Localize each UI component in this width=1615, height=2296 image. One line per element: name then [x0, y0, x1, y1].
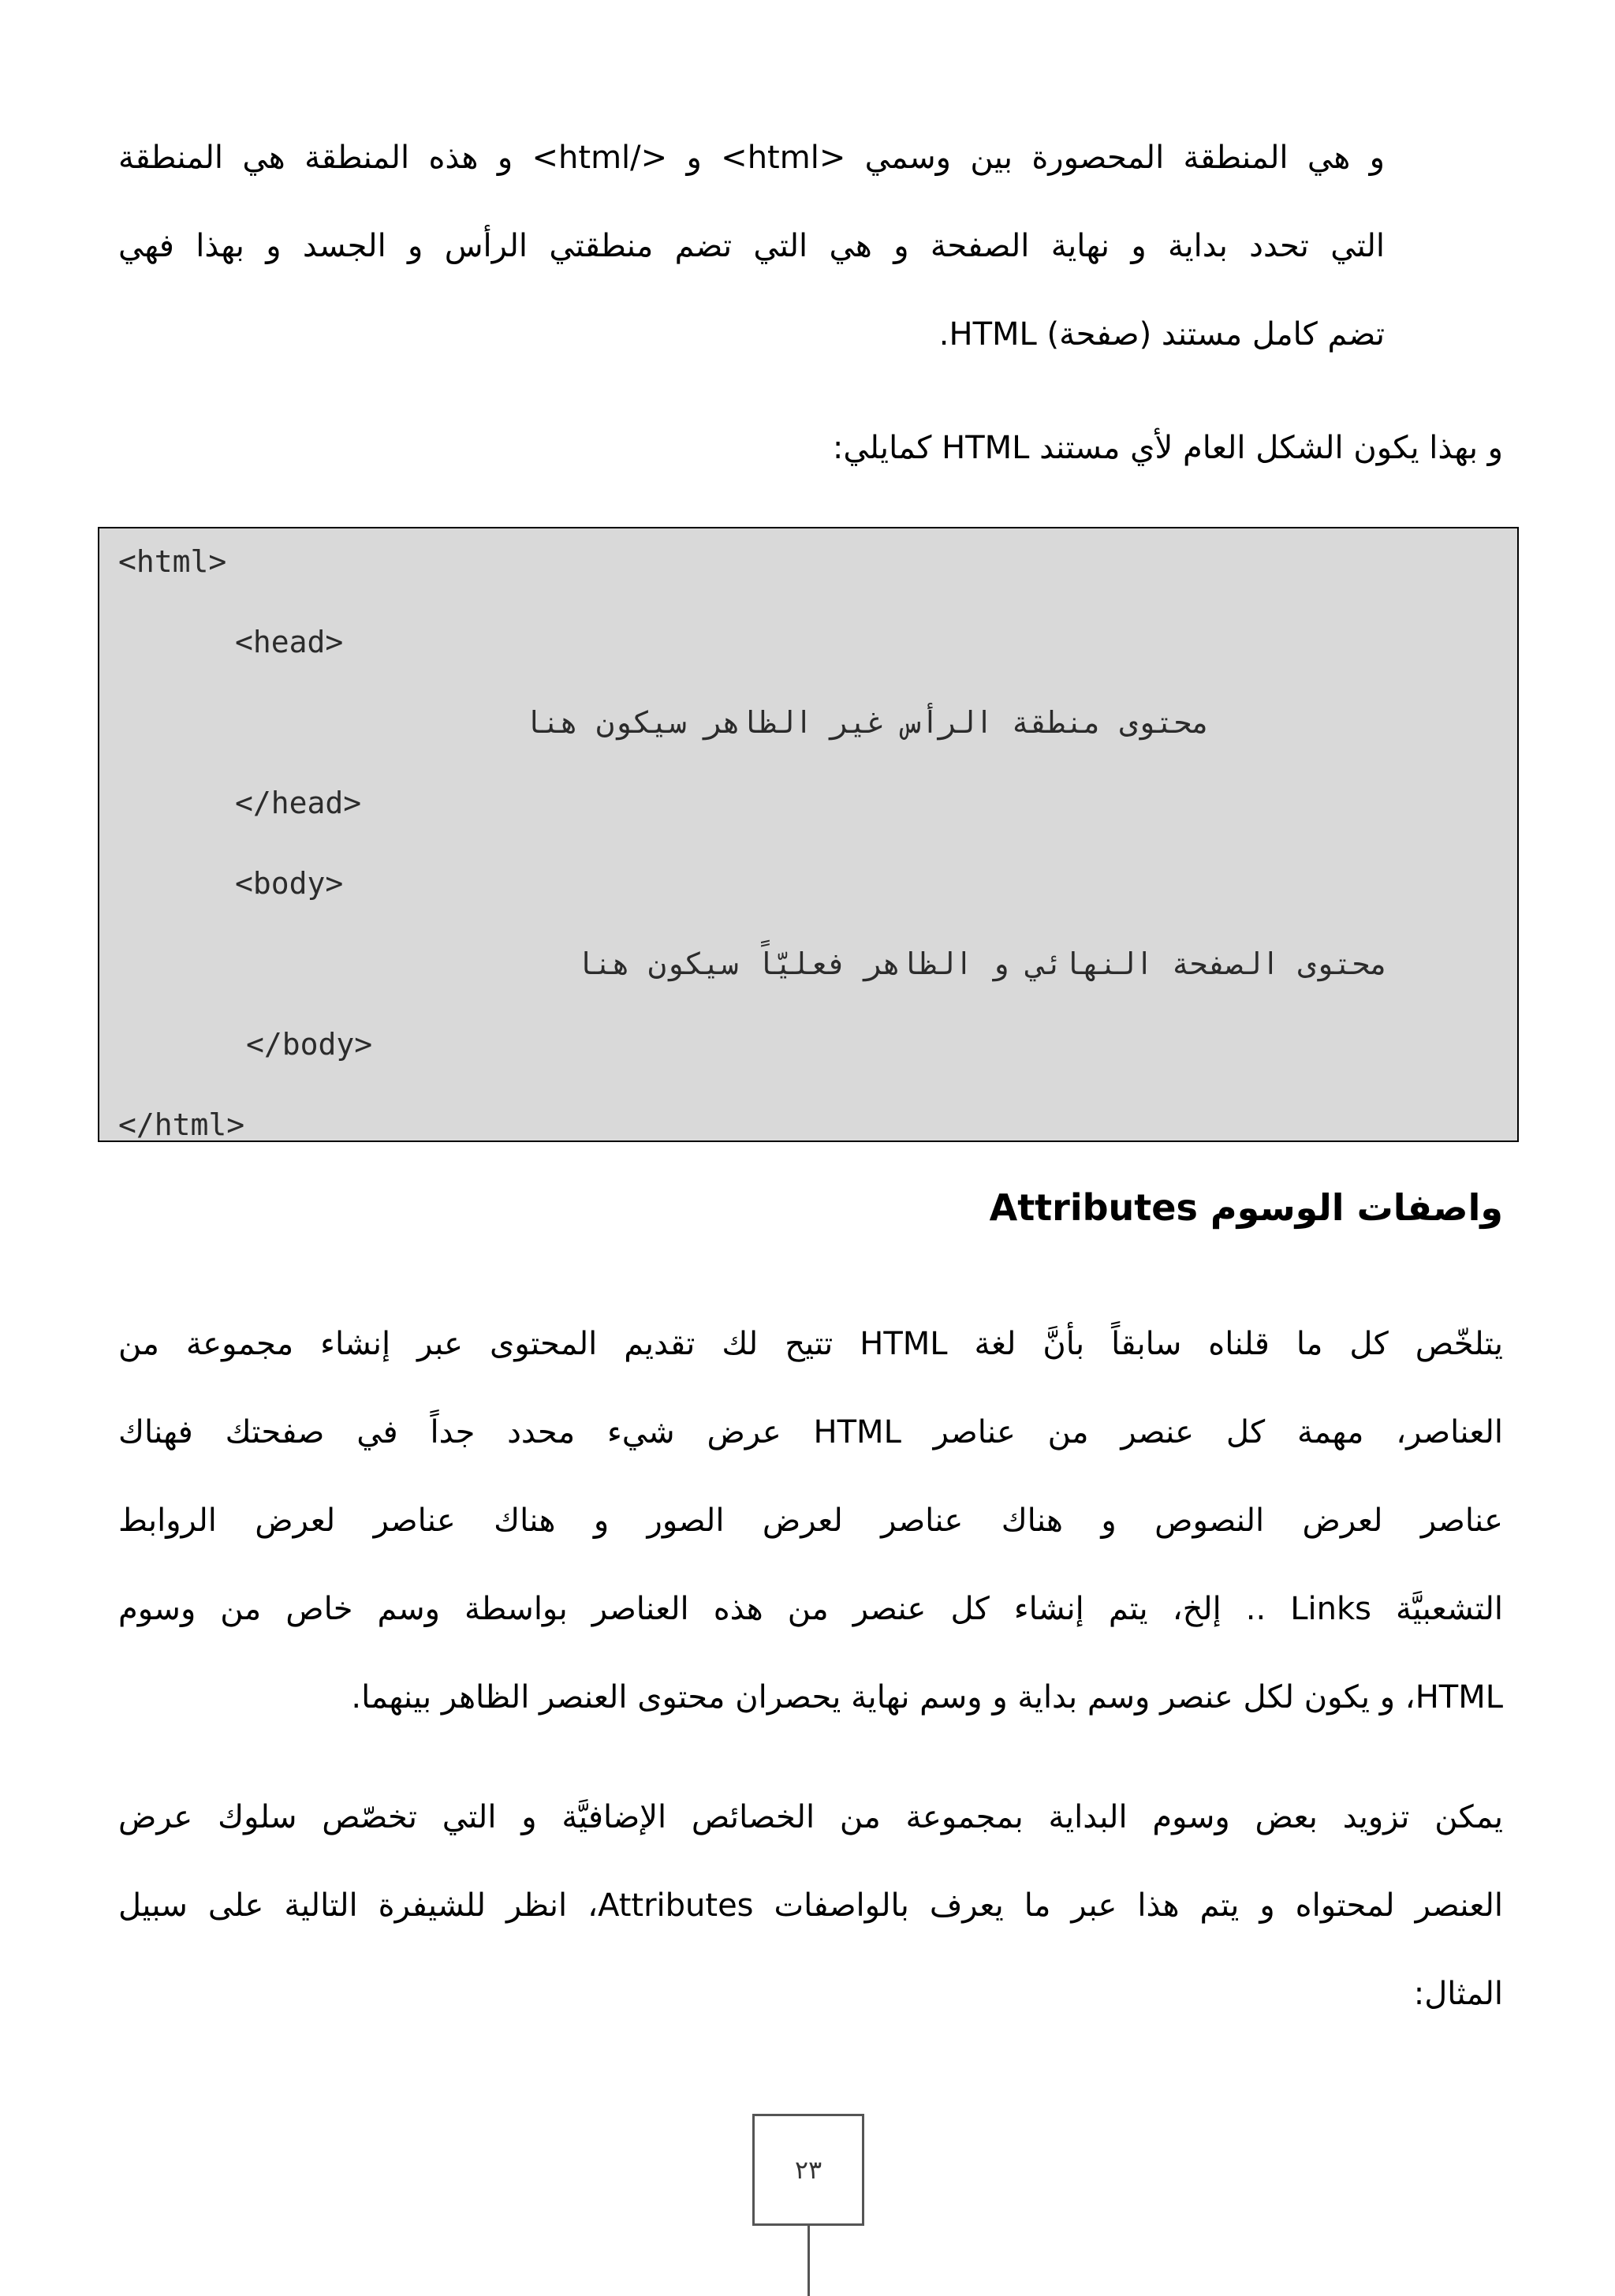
page-number-rule	[808, 2226, 810, 2296]
paragraph-line: عناصر لعرض النصوص و هناك عناصر لعرض الصور و هناك عناصر لعرض الروابط	[118, 1503, 1503, 1539]
paragraph-line: و هي المنطقة المحصورة بين وسمي <html> و </html> و هذه المنطقة هي المنطقة	[118, 140, 1385, 176]
code-line: </html>	[118, 1107, 245, 1142]
paragraph-line: يتلخّص كل ما قلناه سابقاً بأنَّ لغة HTML تتيح لك تقديم المحتوى عبر إنشاء مجموعة من	[118, 1326, 1503, 1362]
code-block	[98, 527, 1519, 1142]
paragraph-line: التي تحدد بداية و نهاية الصفحة و هي التي تضم منطقتي الرأس و الجسد و بهذا فهي	[118, 228, 1385, 264]
body-paragraph	[118, 1773, 1503, 2038]
paragraph-line: تضم كامل مستند (صفحة) HTML.	[938, 316, 1385, 353]
body-paragraph	[118, 1300, 1503, 1742]
page-number: ٢٣	[752, 2114, 864, 2226]
code-line: محتوى الصفحة النهائي و الظاهر فعليّاً سيكون هنا	[576, 946, 1388, 981]
code-line: محتوى منطقة الرأس غير الظاهر سيكون هنا	[524, 705, 1210, 740]
intro-paragraph	[118, 114, 1385, 379]
section-heading: واصفات الوسوم Attributes	[989, 1186, 1503, 1229]
paragraph-line: و بهذا يكون الشكل العام لأي مستند HTML كمايلي:	[832, 430, 1503, 466]
code-line: </head>	[235, 786, 362, 820]
code-line: <body>	[235, 866, 344, 901]
paragraph-line: المثال:	[1413, 1976, 1503, 2012]
lead-sentence	[118, 404, 1503, 492]
paragraph-line: العنصر لمحتواه و يتم هذا عبر ما يعرف بالواصفات Attributes، انظر للشيفرة التالية على سبيل	[118, 1887, 1503, 1924]
code-line: <head>	[235, 625, 344, 659]
paragraph-line: HTML، و يكون لكل عنصر وسم بداية و وسم نهاية يحصران محتوى العنصر الظاهر بينهما.	[351, 1679, 1503, 1715]
paragraph-line: التشعبيَّة Links .. إلخ، يتم إنشاء كل عنصر من هذه العناصر بواسطة وسم خاص من وسوم	[118, 1591, 1503, 1627]
code-line: </body>	[246, 1027, 373, 1062]
paragraph-line: العناصر، مهمة كل عنصر من عناصر HTML عرض شيء محدد جداً في صفحتك فهناك	[118, 1414, 1503, 1450]
paragraph-line: يمكن تزويد بعض وسوم البداية بمجموعة من الخصائص الإضافيَّة و التي تخصّص سلوك عرض	[118, 1799, 1503, 1835]
code-line: <html>	[118, 544, 227, 579]
